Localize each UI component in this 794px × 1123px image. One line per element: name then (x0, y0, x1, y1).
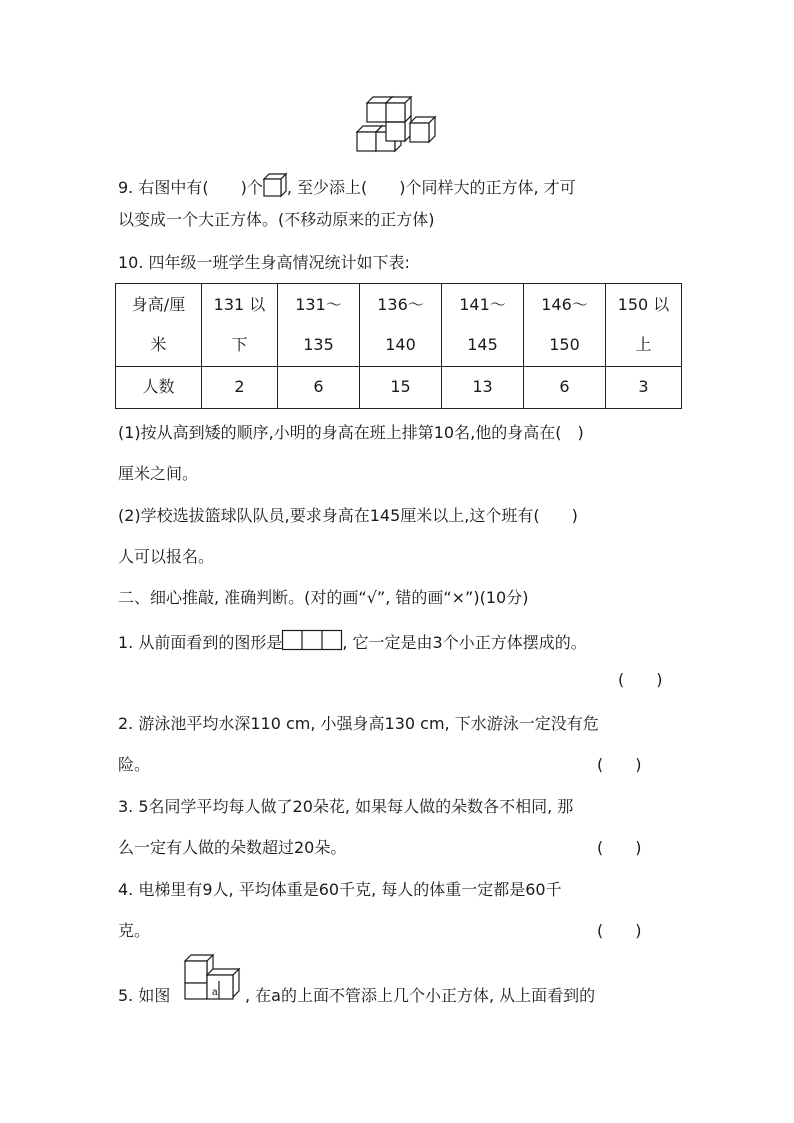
table-cell: 15 (360, 366, 442, 408)
cube-bottom-4 (410, 117, 435, 142)
judge-q5-text-part1: 5. 如图 (118, 986, 171, 1005)
judge-q2-line1: 2. 游泳池平均水深110 cm, 小强身高130 cm, 下水游泳一定没有危 (118, 714, 599, 733)
judge-q4-line2: 克。 (118, 921, 151, 940)
judge-q1-answer-paren[interactable]: ( ) (618, 670, 663, 689)
q10-sub1-line1: (1)按从高到矮的顺序,小明的身高在班上排第10名,他的身高在( ) (118, 423, 584, 442)
judge-q2-answer-paren[interactable]: ( ) (597, 755, 642, 774)
q9-line2: 以变成一个大正方体。(不移动原来的正方体) (118, 210, 435, 229)
table-header-cell: 146～ 150 (524, 284, 606, 367)
judge-q5-line-cont: , 在a的上面不管添上几个小正方体, 从上面看到的 (245, 986, 596, 1005)
table-cell: 3 (606, 366, 682, 408)
table-header-cell: 身高/厘 米 (116, 284, 202, 367)
table-header-row (116, 284, 682, 367)
cube-icon (263, 173, 287, 197)
judge-q2-line2: 险。 (118, 755, 151, 774)
table-cell: 13 (442, 366, 524, 408)
judge-q3-answer-paren[interactable]: ( ) (597, 838, 642, 857)
table-row (116, 366, 682, 408)
judge-q1-text-part2: , 它一定是由3个小正方体摆成的。 (342, 633, 587, 652)
judge-q4-answer-paren[interactable]: ( ) (597, 921, 642, 940)
cube-label-a: a (212, 987, 218, 998)
table-header-cell: 131 以 下 (202, 284, 278, 367)
cube-arrangement-figure (183, 953, 243, 1001)
table-header-cell: 150 以 上 (606, 284, 682, 367)
cube-top-right (386, 97, 411, 122)
judge-q1-line (118, 630, 587, 654)
q9-text-part2: , 至少添上( )个同样大的正方体, 才可 (286, 178, 576, 197)
section2-heading: 二、细心推敲, 准确判断。(对的画“√”, 错的画“×”)(10分) (118, 588, 529, 607)
judge-q3-line1: 3. 5名同学平均每人做了20朵花, 如果每人做的朵数各不相同, 那 (118, 797, 574, 816)
q9-line1 (118, 173, 576, 199)
table-cell: 6 (278, 366, 360, 408)
q10-sub2-line1: (2)学校选拔篮球队队员,要求身高在145厘米以上,这个班有( ) (118, 506, 578, 525)
table-cell: 6 (524, 366, 606, 408)
table-header-cell: 131～ 135 (278, 284, 360, 367)
stacked-cubes-figure (355, 96, 445, 160)
judge-q5-line (118, 985, 170, 1007)
table-header-cell: 136～ 140 (360, 284, 442, 367)
judge-q3-line2: 么一定有人做的朵数超过20朵。 (118, 838, 347, 857)
table-header-cell: 141～ 145 (442, 284, 524, 367)
q10-sub2-line2: 人可以报名。 (118, 547, 215, 566)
q9-text-part1: 9. 右图中有( )个 (118, 178, 263, 197)
q10-sub1-line2: 厘米之间。 (118, 464, 199, 483)
table-cell: 2 (202, 366, 278, 408)
judge-q4-line1: 4. 电梯里有9人, 平均体重是60千克, 每人的体重一定都是60千 (118, 880, 562, 899)
front-view-three-squares-icon (282, 630, 342, 650)
table-row-label: 人数 (116, 366, 202, 408)
judge-q1-text-part1: 1. 从前面看到的图形是 (118, 633, 283, 652)
q10-intro: 10. 四年级一班学生身高情况统计如下表: (118, 253, 410, 272)
height-stats-table (115, 283, 682, 409)
